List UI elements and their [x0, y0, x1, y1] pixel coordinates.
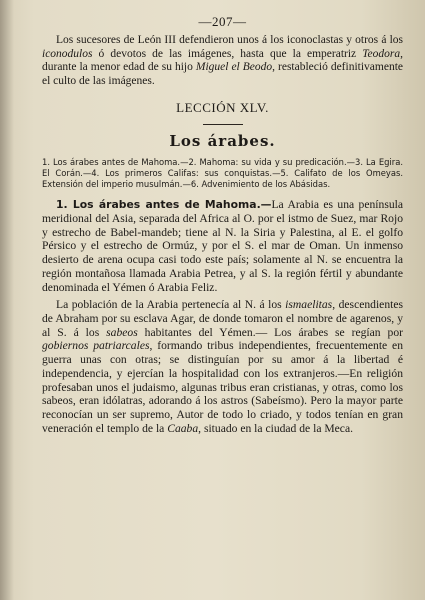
p2-text-3: , descendientes de Abraham por su esclava Agar, de donde tomaron el nombre de agarenos, y al S. á los [42, 298, 403, 339]
page-number: —207— [198, 14, 247, 29]
p2-italic-caaba: Caaba [167, 421, 199, 435]
intro-text-5: , durante la menor edad de su hijo [42, 47, 403, 74]
lesson-summary: 1. Los árabes antes de Mahoma.—2. Mahoma: su vida y su predicación.—3. La Egira. El Corán.—4. Los primeros Califas: sus conquistas.—5. Califato de los Omeyas. Extensión del imperio musulmán.—6. Advenimiento de los Abásidas. [42, 157, 403, 190]
intro-italic-miguel: Miguel el Beodo [195, 61, 273, 74]
intro-text-7: , restableció definitivamente el culto de las imágenes. [42, 61, 403, 87]
section-1-heading: 1. Los árabes antes de Mahoma.— [56, 198, 272, 212]
intro-text-1: Los sucesores de León III defendieron unos á los iconoclastas y otros á los [56, 34, 403, 46]
lesson-title: LECCIÓN XLV. [176, 100, 269, 116]
intro-italic-teodora: Teodora [362, 47, 401, 60]
divider-rule [203, 124, 243, 125]
p2-italic-ismaelitas: ismaelitas [285, 298, 333, 312]
p2-italic-sabeos: sabeos [106, 325, 138, 339]
chapter-title: Los árabes. [169, 132, 276, 151]
intro-italic-iconodulos: iconodulos [42, 47, 93, 60]
p2-text-5: habitantes del Yémen.— Los árabes se regían por [137, 325, 403, 339]
p2-text-7: , formando tribus independientes, frecuentemente en guerra unas con otras; se distinguían por su amor á la libertad é independencia, y ejercían la hospitalidad con los extranjeros.—En religión profesaban unos el judaismo, algunas tribus eran cristianas, y otras, como los sabeos, eran idólatras, adorando á los astros (Sabeísmo). Pero la mayor parte reconocían un ser supremo, Autor de todo lo criado, y todos tenían en gran veneración el templo de la [42, 339, 403, 435]
section-1-text: La Arabia es una península meridional del Asia, separada del Africa al O. por el istmo de Suez, mar Rojo y estrecho de Babel-mandeb; tiene al N. la Siria y Palestina, al E. el golfo Pérsico y el estrecho de Ormúz, y por el S. el mar de Oman. Un inmenso desierto de arena ocupa casi todo este país; solamente al N. se encuentra la región montañosa llamada Arabia Petrea, y al S. la región fértil y abundante denominada el Yémen ó Arabia Feliz. [42, 198, 403, 294]
p2-text-1: La población de la Arabia pertenecía al N. á los [56, 298, 286, 312]
p2-italic-gobiernos: gobiernos patriarcales [42, 339, 150, 353]
section-1-paragraph [42, 198, 403, 294]
intro-text-3: ó devotos de las imágenes, hasta que la emperatriz [92, 47, 363, 60]
intro-paragraph [42, 34, 403, 88]
p2-text-9: , situado en la ciudad de la Meca. [198, 421, 354, 435]
population-paragraph [42, 298, 403, 435]
